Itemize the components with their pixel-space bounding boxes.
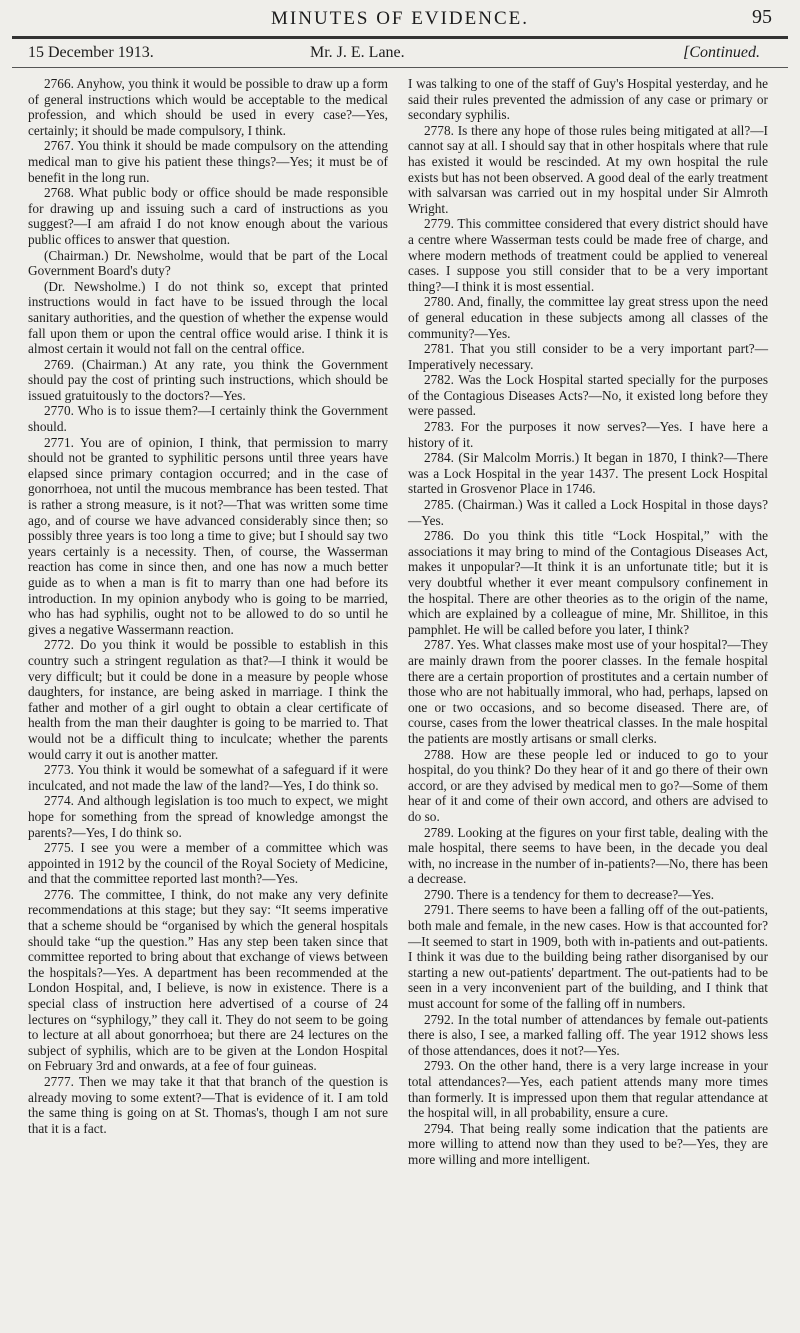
evidence-paragraph: 2783. For the purposes it now serves?—Yes. I have here a history of it.: [408, 419, 768, 450]
evidence-paragraph: 2776. The committee, I think, do not make any very definite recommendations at this stage; but they say: “It seems imperative that a scheme should be “organised by which the general hospitals should take “up the question.” Has any step been taken since that committee reported to bring about that exchange of views between the hospitals?—Yes. A department has been recommended at the London Hospital, and, I believe, is now in existence. There is a special class of instruction here advertised of a course of 24 lectures on “syphilogy,” they call it. They do not seem to be going to lecture at all about gonorrhoea; but there are 24 lectures on the subject of syphilis, which are to be given at the London Hospital on February 3rd and onwards, at a fee of four guineas.: [28, 886, 388, 1074]
evidence-paragraph: 2780. And, finally, the committee lay great stress upon the need of general education in these subjects among all classes of the community?—Yes.: [408, 294, 768, 341]
evidence-paragraph: 2785. (Chairman.) Was it called a Lock Hospital in those days?—Yes.: [408, 497, 768, 528]
evidence-paragraph: (Chairman.) Dr. Newsholme, would that be part of the Local Government Board's duty?: [28, 247, 388, 279]
evidence-paragraph: 2779. This committee considered that every district should have a centre where Wasserman tests could be made free of charge, and where modern methods of treatment could be applied to venereal cases. I suppose you still consider that to be a very important thing?—I think it is most essential.: [408, 216, 768, 294]
evidence-paragraph: 2789. Looking at the figures on your first table, dealing with the male hospital, there seems to have been, in the decade you deal with, no increase in the number of in-patients?—No, there has been a decrease.: [408, 824, 768, 887]
running-title: MINUTES OF EVIDENCE.: [271, 8, 529, 29]
evidence-paragraph: 2791. There seems to have been a falling off of the out-patients, both male and female, in the new cases. How is that accounted for?—It seemed to start in 1909, both with in-patients and out-patients. I think it was due to the building being rather disorganised by our starting a new out-patients' department. The out-patients had to be seen in a very inconvenient part of the building, and I think that must account for some of the falling off in numbers.: [408, 902, 768, 1012]
evidence-paragraph: 2784. (Sir Malcolm Morris.) It began in 1870, I think?—There was a Lock Hospital in the year 1437. The present Lock Hospital started in Grosvenor Place in 1746.: [408, 450, 768, 497]
evidence-paragraph: 2778. Is there any hope of those rules being mitigated at all?—I cannot say at all. I should say that in other hospitals where that rule has existed it would be rescinded. At my own hospital the rule exists but has not been observed. A good deal of the early treatment with salvarsan was carried out in my hospital under Sir Almroth Wright.: [408, 122, 768, 216]
session-date: 15 December 1913.: [28, 44, 154, 61]
evidence-paragraph: 2792. In the total number of attendances by female out-patients there is also, I see, a marked falling off. The year 1912 shows less of those attendances, does it not?—Yes.: [408, 1011, 768, 1058]
evidence-paragraph: 2769. (Chairman.) At any rate, you think the Government should pay the cost of printing such instructions, which should be issued gratuitously to the doctors?—Yes.: [28, 356, 388, 403]
evidence-paragraph: 2768. What public body or office should be made responsible for drawing up and issuing such a card of instructions as you suggest?—I am afraid I do not know enough about the various public offices to answer that question.: [28, 185, 388, 247]
evidence-paragraph: 2794. That being really some indication that the patients are more willing to attend now than they used to be?—Yes, they are more willing and more intelligent.: [408, 1120, 768, 1167]
evidence-paragraph: 2777. Then we may take it that that branch of the question is already moving to some extent?—That is evidence of it. I am told the same thing is going on at St. Thomas's, though I am not sure that it is a fact.: [28, 1074, 388, 1136]
evidence-paragraph: 2774. And although legislation is too much to expect, we might hope for something from the spread of knowledge amongst the parents?—Yes, I do think so.: [28, 793, 388, 840]
right-column: [408, 76, 768, 1168]
evidence-paragraph: 2772. Do you think it would be possible to establish in this country such a stringent regulation as that?—I think it would be very difficult; but it could be done in a measure by people whose daughters, for instance, are being asked in marriage. I think the father and mother of a girl ought to obtain a clear certificate of health from the man their daughter is going to be married to. That would not be a difficult thing to inculcate; whether the parents would carry it out is another matter.: [28, 637, 388, 762]
evidence-paragraph: 2793. On the other hand, there is a very large increase in your total attendances?—Yes, each patient attends many more times than formerly. It is impressed upon them that regular attendance at the hospital will, in all probability, ensure a cure.: [408, 1058, 768, 1121]
continued-marker: [Continued.: [683, 44, 760, 61]
top-rule: [12, 36, 788, 39]
evidence-paragraph: 2788. How are these people led or induced to go to your hospital, do you think? Do they hear of it and go there of their own accord, or are they advised by medical men to go?—Some of them hear of it and come of their own accord, and others are advised to do so.: [408, 746, 768, 824]
evidence-paragraph: 2787. Yes. What classes make most use of your hospital?—They are mainly drawn from the poorer classes. In the female hospital there are a certain proportion of prostitutes and a certain number of those who are not habitually immoral, who had, perhaps, lapsed on one or two occasions, and so become diseased. There are, of course, cases from the lower theatrical classes. In the male hospital the patients are mostly artisans or small clerks.: [408, 637, 768, 746]
evidence-paragraph: 2775. I see you were a member of a committee which was appointed in 1912 by the council of the Royal Society of Medicine, and that the committee reported last month?—Yes.: [28, 840, 388, 887]
witness-name: Mr. J. E. Lane.: [310, 44, 405, 61]
page-number: 95: [752, 6, 772, 28]
evidence-paragraph: 2786. Do you think this title “Lock Hospital,” with the associations it may bring to mind of the Contagious Diseases Act, makes it unpopular?—It think it is an unfortunate title; but it is very doubtful whether it ever meant compulsory confinement in the hospital. There are other theories as to the origin of the name, which are explained by a colleague of mine, Mr. Shillitoe, in this pamphlet. He will be called before you later, I think?: [408, 528, 768, 637]
evidence-paragraph: 2770. Who is to issue them?—I certainly think the Government should.: [28, 403, 388, 435]
evidence-paragraph: 2790. There is a tendency for them to decrease?—Yes.: [424, 886, 715, 902]
evidence-paragraph: 2773. You think it would be somewhat of a safeguard if it were inculcated, and not made the law of the land?—Yes, I do think so.: [28, 762, 388, 793]
evidence-paragraph: 2766. Anyhow, you think it would be possible to draw up a form of general instructions which would be acceptable to the medical profession, and which should be used in every case?—Yes, certainly; it should be made compulsory, I think.: [28, 76, 388, 138]
evidence-paragraph: I was talking to one of the staff of Guy's Hospital yesterday, and he said their rules prevented the admission of any case or primary or secondary syphilis.: [408, 76, 768, 123]
left-column: [28, 76, 388, 1136]
evidence-paragraph: (Dr. Newsholme.) I do not think so, except that printed instructions would in fact have to be issued through the local sanitary authorities, and the question of whether the expense would fall upon them or upon the central office would arise. I think it is almost certain it would not fall on the central office.: [28, 278, 388, 357]
evidence-paragraph: 2767. You think it should be made compulsory on the attending medical man to give his patient these things?—Yes; it must be of benefit in the long run.: [28, 138, 388, 185]
evidence-paragraph: 2782. Was the Lock Hospital started specially for the purposes of the Contagious Diseases Acts?—No, it existed long before they were passed.: [408, 372, 768, 419]
evidence-paragraph: 2771. You are of opinion, I think, that permission to marry should not be granted to syphilitic persons until three years have elapsed since primary contagion occurred; and in the case of gonorrhoea, not until the mucous membrance has been tested. That is rather a strong measure, is it not?—That was written some time ago, and of course we have advanced considerably since then; so possibly three years is too long a time to give; but I should say two years certainly is a necessity. Then, of course, the Wasserman reaction has come in since then, and one has now a much better guide as to when a man is fit to marry than one had before its introduction. In my opinion anybody who is going to be married, who has had syphilis, ought not to be allowed to do so until he gives a negative Wassermann reaction.: [28, 434, 388, 637]
subhead-rule: [12, 67, 788, 68]
evidence-paragraph: 2781. That you still consider to be a very important part?—Imperatively necessary.: [408, 341, 768, 372]
